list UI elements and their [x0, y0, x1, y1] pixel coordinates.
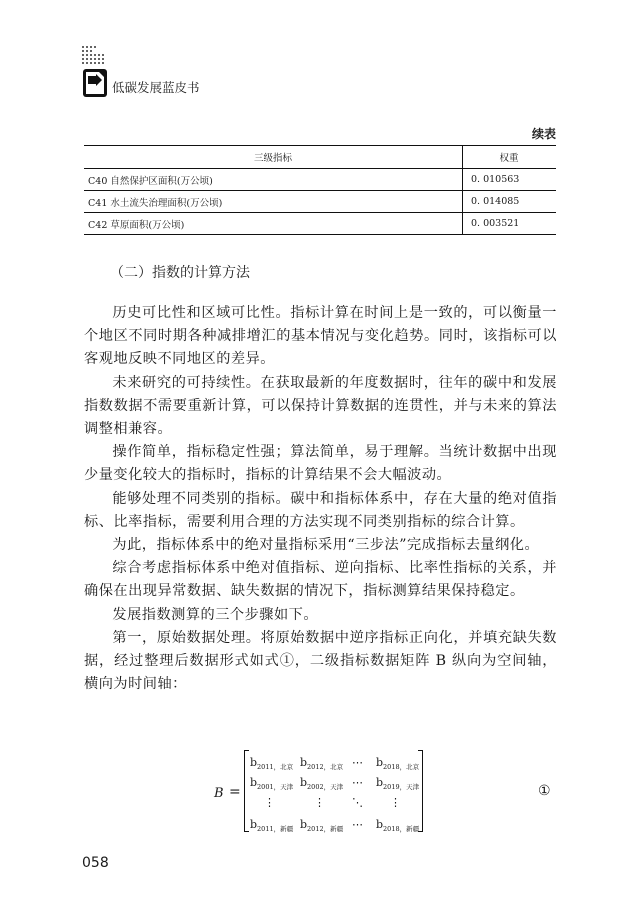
column-header-weight: 权重 [463, 146, 557, 169]
indicator-weight: 0. 003521 [463, 213, 557, 235]
column-header-indicator: 三级指标 [84, 146, 463, 169]
matrix-cell: ⋮ [314, 796, 325, 809]
matrix-cell: ⋯ [352, 776, 363, 789]
paragraph: 第一，原始数据处理。将原始数据中逆序指标正向化，并填充缺失数据，经过整理后数据形式如式①，二级指标数据矩阵 B 纵向为空间轴，横向为时间轴： [84, 629, 557, 693]
matrix-symbol: B [214, 786, 224, 801]
table-row [84, 191, 556, 213]
indicator-weight: 0. 010563 [463, 169, 557, 191]
paragraph: 能够处理不同类别的指标。碳中和指标体系中，存在大量的绝对值指标、比率指标，需要利用合理的方法实现不同类别指标的综合计算。 [84, 490, 557, 530]
paragraph: 历史可比性和区域可比性。指标计算在时间上是一致的，可以衡量一个地区不同时期各种减排增汇的基本情况与变化趋势。同时，该指标可以客观地反映不同地区的差异。 [84, 305, 557, 368]
paragraph: 综合考虑指标体系中绝对值指标、逆向指标、比率性指标的关系，并确保在出现异常数据、缺失数据的情况下，指标测算结果保持稳定。 [84, 560, 557, 600]
matrix-cell: ⋮ [390, 796, 401, 809]
section-heading: （二）指数的计算方法 [110, 265, 250, 281]
table-row [84, 169, 556, 191]
dot-grid-ornament [82, 46, 106, 66]
matrix-cell: $b_{2001,天津}$ [250, 776, 294, 792]
indicator-name: C40 自然保护区面积(万公顷) [84, 169, 463, 191]
book-corner-icon [82, 68, 108, 98]
matrix-cell: $b_{2012,新疆}$ [300, 818, 344, 834]
matrix-cell: $b_{2011,新疆}$ [250, 818, 294, 834]
matrix-cell: $b_{2002,天津}$ [300, 776, 344, 792]
equation-number: ① [538, 783, 551, 799]
table-header-row [84, 146, 556, 169]
running-header [82, 46, 282, 106]
matrix-cell: $b_{2012,北京}$ [300, 756, 344, 772]
matrix-cell: $b_{2018,新疆}$ [376, 818, 420, 834]
book-title: 低碳发展蓝皮书 [112, 80, 200, 95]
table-row [84, 213, 556, 235]
page-number: 058 [82, 855, 109, 871]
indicator-name: C42 草原面积(万公顷) [84, 213, 463, 235]
indicator-weight: 0. 014085 [463, 191, 557, 213]
paragraph: 发展指数测算的三个步骤如下。 [112, 606, 319, 623]
indicator-name: C41 水土流失治理面积(万公顷) [84, 191, 463, 213]
right-bracket [418, 750, 423, 832]
matrix-cell: $b_{2019,天津}$ [376, 776, 420, 792]
indicator-weight-table [84, 145, 556, 235]
left-bracket [244, 750, 249, 832]
matrix-formula [0, 748, 640, 838]
matrix-cell: $b_{2018,北京}$ [376, 756, 420, 772]
matrix-cell: ⋯ [352, 818, 363, 831]
paragraph: 为此，指标体系中的绝对量指标采用“三步法”完成指标去量纲化。 [112, 537, 540, 554]
paragraph: 操作简单，指标稳定性强；算法简单，易于理解。当统计数据中出现少量变化较大的指标时，指标的计算结果不会大幅波动。 [84, 444, 557, 484]
table-continued-label: 续表 [531, 127, 556, 141]
matrix-cell: ⋯ [352, 756, 363, 769]
body-text [84, 302, 557, 696]
paragraph: 未来研究的可持续性。在获取最新的年度数据时，往年的碳中和发展指数数据不需要重新计算，可以保持计算数据的连贯性，并与未来的算法调整相兼容。 [84, 374, 557, 438]
matrix-cell: ⋮ [264, 796, 275, 809]
equals-sign: = [229, 784, 241, 800]
matrix-cell: ⋱ [352, 796, 363, 809]
matrix-cell: $b_{2011,北京}$ [250, 756, 294, 772]
